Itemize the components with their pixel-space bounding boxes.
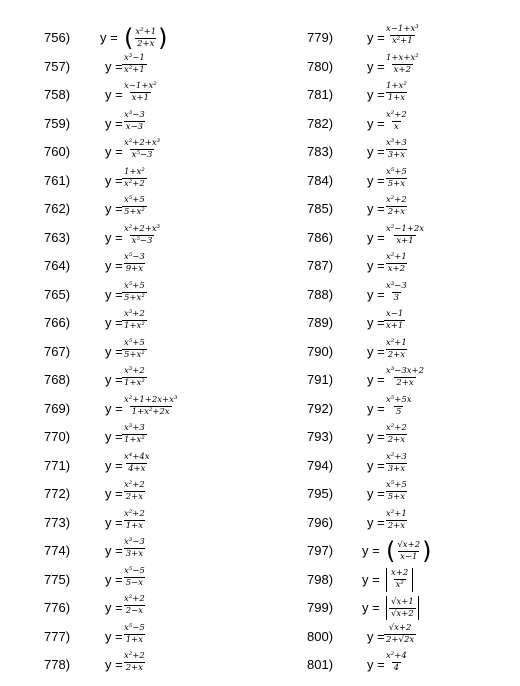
equals-label: y = bbox=[367, 486, 385, 501]
exercise-number: 800) bbox=[307, 628, 334, 644]
numerator: x³+2 bbox=[124, 366, 145, 376]
numerator: 1+x² bbox=[124, 166, 145, 177]
exercise-row bbox=[0, 395, 260, 424]
exercise-number: 768) bbox=[44, 372, 71, 387]
denominator: x⁵−3 bbox=[131, 235, 153, 246]
exercise-row bbox=[262, 423, 520, 452]
numerator: x³−3 bbox=[124, 537, 145, 547]
exercise-number: 783) bbox=[307, 144, 334, 159]
equals-label: y = bbox=[105, 172, 123, 188]
fraction bbox=[122, 81, 159, 104]
exercise-number: 796) bbox=[307, 514, 334, 530]
fraction bbox=[384, 338, 409, 361]
exercise-row bbox=[0, 509, 260, 538]
exercise-number: 771) bbox=[44, 457, 71, 473]
numerator: x⁵−3 bbox=[124, 252, 145, 262]
exercise-row bbox=[0, 452, 260, 481]
fraction bbox=[122, 224, 162, 247]
exercise-number: 764) bbox=[44, 258, 71, 273]
equals-label: y = bbox=[105, 87, 123, 102]
exercise-number: 769) bbox=[44, 400, 71, 416]
equals-label: y = bbox=[367, 115, 385, 131]
exercise-number: 789) bbox=[307, 315, 334, 330]
denominator: 2−x bbox=[125, 606, 144, 616]
exercise-number: 767) bbox=[44, 343, 71, 359]
numerator: x²+2 bbox=[124, 594, 145, 604]
numerator: x²+3 bbox=[386, 451, 407, 462]
exercise-number: 779) bbox=[307, 30, 334, 45]
exercise-row bbox=[0, 537, 260, 566]
exercise-row bbox=[0, 195, 260, 224]
denominator: 1+x² bbox=[124, 435, 145, 445]
exercise-number: 756) bbox=[44, 30, 71, 45]
equals-label: y = bbox=[105, 115, 123, 131]
equals-label: y = bbox=[367, 514, 385, 530]
exercise-row bbox=[262, 338, 520, 367]
exercise-number: 763) bbox=[44, 229, 71, 245]
numerator: x²+1 bbox=[135, 26, 157, 37]
fraction bbox=[122, 480, 147, 503]
fraction bbox=[122, 338, 147, 361]
fraction bbox=[122, 651, 147, 674]
exercise-row bbox=[262, 509, 520, 538]
equals-label: y = bbox=[367, 315, 385, 330]
denominator: 9+x bbox=[125, 264, 144, 274]
denominator: x+2 bbox=[387, 264, 406, 274]
equals-label: y = bbox=[105, 315, 123, 330]
numerator: √x+2 bbox=[397, 539, 421, 550]
exercise-row bbox=[262, 224, 520, 253]
denominator: x+1 bbox=[131, 93, 149, 103]
denominator: 1+x bbox=[125, 634, 144, 645]
equals-label: y = bbox=[105, 457, 123, 473]
equals-label: y = bbox=[367, 172, 385, 188]
fraction bbox=[122, 252, 147, 275]
exercise-row bbox=[262, 651, 520, 680]
fraction bbox=[384, 53, 421, 76]
equals-label: y = bbox=[105, 571, 123, 587]
equals-label: y = bbox=[105, 372, 123, 387]
equals-label: y = bbox=[367, 258, 385, 273]
fraction bbox=[122, 566, 147, 589]
exercise-number: 757) bbox=[44, 58, 71, 74]
exercise-row bbox=[0, 138, 260, 167]
exercise-row bbox=[0, 623, 260, 652]
exercise-row bbox=[0, 651, 260, 680]
numerator: x²+2 bbox=[386, 423, 407, 433]
numerator: x⁵+5 bbox=[386, 166, 407, 177]
numerator: x³−1 bbox=[124, 52, 145, 63]
numerator: x⁴+4x bbox=[124, 451, 150, 462]
fraction bbox=[122, 366, 147, 389]
exercise-row bbox=[262, 309, 520, 338]
numerator: x³−3 bbox=[124, 109, 145, 120]
exercise-row bbox=[262, 53, 520, 82]
denominator: 1+x bbox=[125, 520, 144, 531]
numerator: x²+4 bbox=[386, 651, 407, 661]
numerator: x²+1 bbox=[386, 337, 407, 348]
exercise-number: 765) bbox=[44, 286, 71, 302]
numerator: x⁵+5 bbox=[124, 280, 145, 291]
equals-label: y = bbox=[105, 429, 123, 444]
denominator: 5 bbox=[396, 406, 402, 417]
numerator: √x+2 bbox=[388, 622, 412, 633]
exercise-number: 794) bbox=[307, 457, 334, 473]
fraction bbox=[122, 452, 152, 475]
exercise-number: 788) bbox=[307, 286, 334, 302]
equals-label: y = bbox=[105, 543, 123, 558]
fraction bbox=[384, 395, 414, 418]
exercise-number: 784) bbox=[307, 172, 334, 188]
equals-label: y = bbox=[105, 600, 123, 615]
fraction bbox=[384, 480, 409, 503]
fraction bbox=[384, 651, 409, 674]
exercise-number: 759) bbox=[44, 115, 71, 131]
denominator: 2+√2x bbox=[386, 634, 415, 645]
fraction bbox=[389, 597, 416, 620]
fraction bbox=[395, 540, 422, 563]
numerator: x²−1+2x bbox=[386, 223, 425, 234]
exercise-number: 790) bbox=[307, 343, 334, 359]
equals-label: y = bbox=[105, 400, 123, 416]
exercise-row bbox=[0, 224, 260, 253]
absolute-value-group bbox=[386, 566, 413, 594]
fraction bbox=[122, 138, 162, 161]
equals-label: y = bbox=[105, 486, 123, 501]
exercise-row bbox=[0, 252, 260, 281]
exercise-number: 772) bbox=[44, 486, 71, 501]
exercise-row bbox=[262, 281, 520, 310]
fraction bbox=[384, 366, 426, 389]
exercise-number: 782) bbox=[307, 115, 334, 131]
fraction bbox=[384, 309, 405, 332]
denominator: 3 bbox=[393, 292, 400, 303]
equals-label: y = bbox=[367, 343, 385, 359]
exercise-number: 770) bbox=[44, 429, 71, 444]
denominator: 3+x bbox=[125, 549, 144, 559]
denominator: 2+x bbox=[387, 435, 406, 445]
exercise-row bbox=[0, 366, 260, 395]
absolute-value-bars bbox=[386, 596, 419, 620]
fraction bbox=[384, 24, 421, 47]
denominator: 1+x²+2x bbox=[131, 406, 170, 417]
denominator: 2+x bbox=[125, 663, 144, 673]
denominator: 3+x bbox=[387, 150, 406, 160]
fraction bbox=[122, 281, 147, 304]
exercise-number: 792) bbox=[307, 400, 334, 416]
exercise-number: 780) bbox=[307, 58, 334, 74]
parenthesis-group bbox=[124, 24, 167, 52]
fraction bbox=[122, 509, 147, 532]
exercise-row bbox=[0, 338, 260, 367]
exercise-number: 774) bbox=[44, 543, 71, 558]
fraction bbox=[384, 281, 409, 304]
denominator: 5+x bbox=[387, 178, 406, 189]
denominator: √x+2 bbox=[391, 608, 414, 619]
denominator: 1+x² bbox=[124, 321, 145, 331]
denominator: x+1 bbox=[396, 235, 414, 246]
denominator: 4+x bbox=[128, 463, 146, 474]
numerator: x⁵−5 bbox=[124, 565, 145, 576]
denominator: 1+x² bbox=[124, 378, 145, 388]
exercise-number: 758) bbox=[44, 87, 71, 102]
denominator: 3+x bbox=[387, 463, 406, 474]
exercise-number: 799) bbox=[307, 600, 334, 615]
exercise-row bbox=[262, 24, 520, 53]
denominator: x+1 bbox=[386, 321, 404, 331]
equals-label: y = bbox=[367, 201, 385, 216]
equals-label: y = bbox=[367, 30, 385, 45]
exercise-row bbox=[0, 480, 260, 509]
numerator: x³+3 bbox=[124, 423, 145, 433]
exercise-number: 795) bbox=[307, 486, 334, 501]
left-parenthesis: ( bbox=[124, 24, 134, 52]
denominator: 5+x² bbox=[124, 349, 145, 360]
numerator: x²+2 bbox=[124, 651, 145, 661]
numerator: x²+2 bbox=[386, 195, 407, 205]
numerator: x⁵+5 bbox=[124, 195, 145, 205]
exercise-number: 786) bbox=[307, 229, 334, 245]
exercise-number: 781) bbox=[307, 87, 334, 102]
equals-label: y = bbox=[105, 343, 123, 359]
numerator: 1+x² bbox=[386, 81, 407, 91]
fraction bbox=[122, 110, 147, 133]
fraction bbox=[133, 27, 158, 50]
equals-label: y = bbox=[367, 429, 385, 444]
exercise-number: 776) bbox=[44, 600, 71, 615]
exercise-row bbox=[0, 24, 260, 53]
fraction bbox=[384, 623, 416, 646]
equals-label: y = bbox=[105, 286, 123, 302]
denominator: x bbox=[393, 121, 399, 132]
numerator: x³+3 bbox=[386, 138, 407, 148]
denominator: x² bbox=[395, 580, 404, 590]
fraction bbox=[122, 309, 147, 332]
exercise-row bbox=[0, 281, 260, 310]
equals-label: y = bbox=[105, 58, 123, 74]
denominator: 4 bbox=[393, 663, 400, 673]
denominator: 2+x bbox=[387, 349, 406, 360]
numerator: x⁵+5 bbox=[124, 337, 145, 348]
exercise-row bbox=[262, 366, 520, 395]
exercise-number: 760) bbox=[44, 144, 71, 159]
exercise-number: 791) bbox=[307, 372, 334, 387]
equals-label: y = bbox=[367, 657, 385, 672]
fraction bbox=[122, 195, 147, 218]
exercise-row bbox=[262, 623, 520, 652]
equals-label: y = bbox=[105, 657, 123, 672]
equals-label: y = bbox=[367, 58, 385, 74]
exercise-row bbox=[0, 53, 260, 82]
right-parenthesis: ) bbox=[422, 537, 432, 565]
denominator: x−3 bbox=[125, 121, 144, 132]
numerator: x²+2 bbox=[124, 508, 145, 519]
numerator: x²+2 bbox=[386, 109, 407, 120]
exercise-number: 798) bbox=[307, 571, 334, 587]
left-parenthesis: ( bbox=[386, 537, 396, 565]
exercise-row bbox=[0, 167, 260, 196]
exercise-row bbox=[262, 395, 520, 424]
right-parenthesis: ) bbox=[158, 24, 168, 52]
exercise-row bbox=[262, 110, 520, 139]
exercise-number: 778) bbox=[44, 657, 71, 672]
fraction bbox=[122, 594, 147, 617]
fraction bbox=[384, 224, 426, 247]
fraction bbox=[384, 452, 409, 475]
exercise-number: 801) bbox=[307, 657, 334, 672]
numerator: x²+1+2x+x³ bbox=[124, 394, 178, 405]
numerator: x²+2+x³ bbox=[124, 138, 161, 148]
exercise-row bbox=[0, 423, 260, 452]
exercise-number: 787) bbox=[307, 258, 334, 273]
equals-label: y = bbox=[367, 87, 385, 102]
numerator: x−1+x³ bbox=[386, 24, 419, 34]
numerator: x³−3x+2 bbox=[386, 366, 425, 376]
denominator: x²+1 bbox=[391, 36, 413, 46]
numerator: x³−3 bbox=[386, 280, 407, 291]
fraction bbox=[122, 423, 147, 446]
equals-label: y = bbox=[105, 514, 123, 530]
denominator: 5+x² bbox=[124, 292, 145, 303]
exercise-row bbox=[0, 309, 260, 338]
absolute-value-bars bbox=[386, 568, 413, 592]
fraction bbox=[384, 195, 409, 218]
fraction bbox=[122, 623, 147, 646]
exercise-row bbox=[262, 594, 520, 623]
denominator: 2+x bbox=[387, 207, 406, 217]
equals-label: y = bbox=[105, 628, 123, 644]
numerator: x⁵+5 bbox=[386, 480, 407, 490]
equals-label: y = bbox=[105, 258, 123, 273]
fraction bbox=[384, 81, 409, 104]
exercise-row bbox=[0, 566, 260, 595]
left-exercise-column bbox=[0, 24, 260, 680]
exercise-number: 766) bbox=[44, 315, 71, 330]
numerator: x−1 bbox=[386, 309, 404, 319]
fraction bbox=[384, 252, 409, 275]
numerator: x²+2 bbox=[124, 480, 145, 490]
numerator: x²+1 bbox=[386, 252, 407, 262]
exercise-row bbox=[262, 252, 520, 281]
denominator: 5+x² bbox=[124, 207, 145, 217]
exercise-number: 762) bbox=[44, 201, 71, 216]
equals-label: y = bbox=[367, 229, 385, 245]
equals-label: y = bbox=[367, 628, 385, 644]
fraction bbox=[122, 167, 147, 190]
numerator: x³+2 bbox=[124, 309, 145, 319]
parenthesis-group bbox=[386, 537, 432, 565]
equals-label: y = bbox=[367, 400, 385, 416]
fraction bbox=[384, 110, 409, 133]
exercise-number: 785) bbox=[307, 201, 334, 216]
fraction bbox=[122, 537, 147, 560]
exercise-row bbox=[262, 566, 520, 595]
denominator: 2+x bbox=[396, 378, 414, 388]
exercise-number: 761) bbox=[44, 172, 71, 188]
exercise-row bbox=[0, 81, 260, 110]
exercise-number: 773) bbox=[44, 514, 71, 530]
exercise-row bbox=[262, 537, 520, 566]
exercise-row bbox=[262, 195, 520, 224]
equals-label: y = bbox=[105, 201, 123, 216]
equals-label: y = bbox=[100, 30, 118, 45]
exercise-row bbox=[0, 110, 260, 139]
equals-label: y = bbox=[367, 286, 385, 302]
denominator: 1+x bbox=[387, 93, 406, 103]
right-exercise-column bbox=[262, 24, 520, 680]
numerator: x²+1 bbox=[386, 508, 407, 519]
denominator: 2+x bbox=[137, 38, 155, 49]
fraction bbox=[389, 568, 410, 591]
equals-label: y = bbox=[367, 144, 385, 159]
numerator: x+2 bbox=[391, 568, 409, 578]
equals-label: y = bbox=[105, 144, 123, 159]
numerator: x−1+x² bbox=[124, 81, 157, 91]
equals-label: y = bbox=[105, 229, 123, 245]
numerator: x⁵−5 bbox=[124, 622, 145, 633]
fraction bbox=[122, 53, 147, 76]
absolute-value-group bbox=[386, 594, 419, 622]
denominator: 2+x bbox=[125, 492, 144, 502]
exercise-number: 793) bbox=[307, 429, 334, 444]
equals-label: y = bbox=[362, 600, 380, 615]
denominator: x²+2 bbox=[124, 178, 145, 189]
exercise-number: 797) bbox=[307, 543, 334, 558]
denominator: x+2 bbox=[393, 64, 411, 75]
equals-label: y = bbox=[362, 571, 380, 587]
numerator: 1+x+x² bbox=[386, 52, 419, 63]
exercise-row bbox=[0, 594, 260, 623]
fraction bbox=[122, 395, 179, 418]
equals-label: y = bbox=[362, 543, 380, 558]
exercise-row bbox=[262, 81, 520, 110]
exercise-row bbox=[262, 452, 520, 481]
numerator: x⁵+5x bbox=[386, 394, 412, 405]
exercise-number: 777) bbox=[44, 628, 71, 644]
fraction bbox=[384, 167, 409, 190]
fraction bbox=[384, 423, 409, 446]
exercise-number: 775) bbox=[44, 571, 71, 587]
exercise-row bbox=[262, 167, 520, 196]
numerator: √x+1 bbox=[391, 596, 414, 607]
denominator: 2+x bbox=[387, 520, 406, 531]
equals-label: y = bbox=[367, 372, 385, 387]
equals-label: y = bbox=[367, 457, 385, 473]
denominator: x−1 bbox=[400, 551, 418, 562]
exercise-row bbox=[262, 138, 520, 167]
denominator: 5+x bbox=[387, 492, 406, 502]
exercise-row bbox=[262, 480, 520, 509]
denominator: 5−x bbox=[125, 577, 144, 588]
fraction bbox=[384, 509, 409, 532]
denominator: x²+1 bbox=[124, 64, 145, 75]
numerator: x²+2+x³ bbox=[124, 223, 161, 234]
denominator: x⁵−3 bbox=[131, 150, 153, 160]
fraction bbox=[384, 138, 409, 161]
